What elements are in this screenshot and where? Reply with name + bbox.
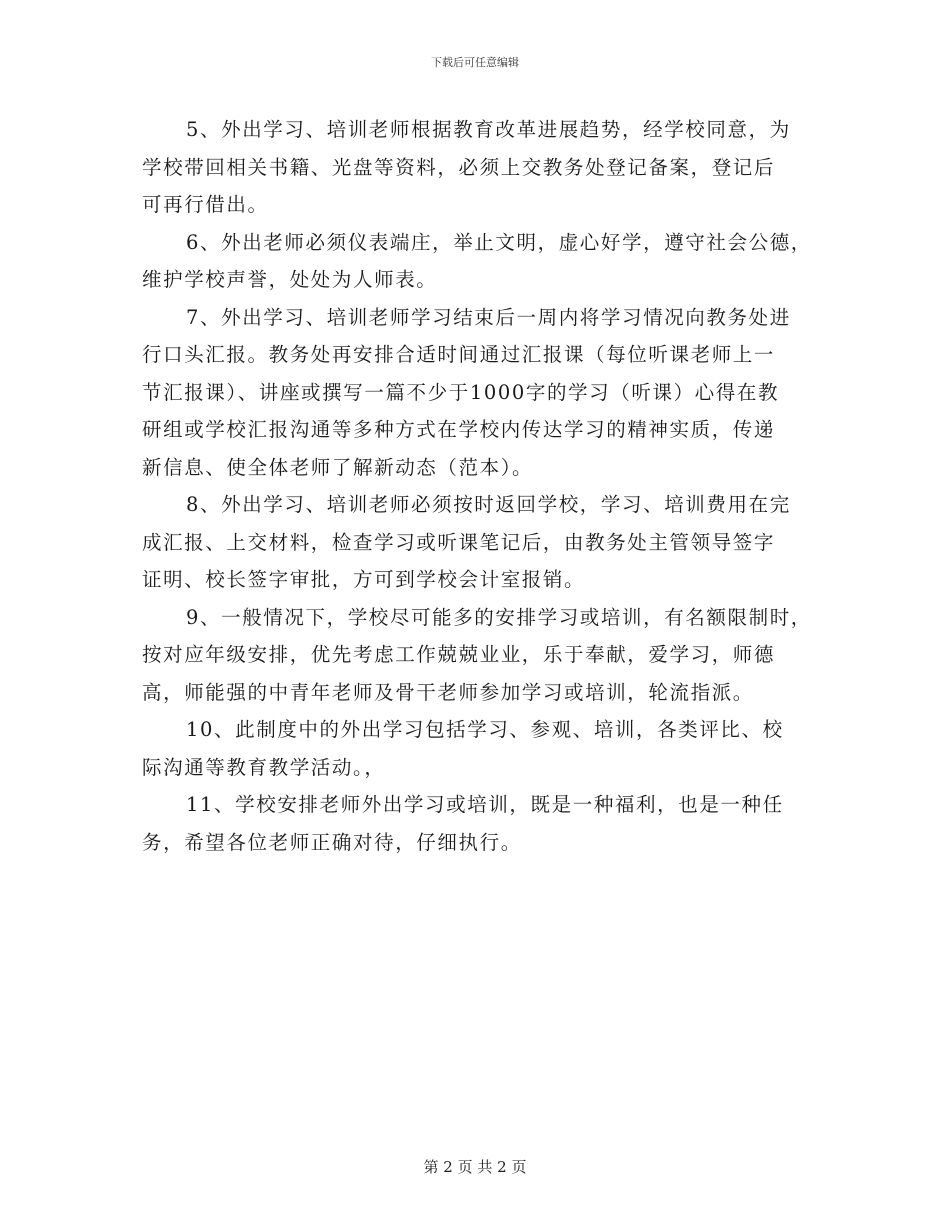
paragraph-line: 按对应年级安排，优先考虑工作兢兢业业，乐于奉献，爱学习，师德 xyxy=(142,643,776,666)
paragraph-line: 务，希望各位老师正确对待，仔细执行。 xyxy=(142,830,522,854)
paragraph-line: 8、外出学习、培训老师必须按时返回学校，学习、培训费用在完 xyxy=(186,493,791,516)
paragraph-line: 5、外出学习、培训老师根据教育改革进展趋势，经学校同意，为 xyxy=(186,118,791,141)
paragraph-line: 7、外出学习、培训老师学习结束后一周内将学习情况向教务处进 xyxy=(186,305,791,329)
paragraph-9 xyxy=(142,599,810,712)
paragraph-line: 研组或学校汇报沟通等多种方式在学校内传达学习的精神实质，传递 xyxy=(142,418,776,441)
paragraph-7 xyxy=(142,299,810,487)
paragraph-11 xyxy=(142,786,810,861)
paragraph-line: 6、外出老师必须仪表端庄，举止文明，虚心好学，遵守社会公德， xyxy=(186,230,812,254)
paragraph-line: 高，师能强的中青年老师及骨干老师参加学习或培训，轮流指派。 xyxy=(142,680,754,704)
paragraph-line: 证明、校长签字审批，方可到学校会计室报销。 xyxy=(142,568,586,591)
paragraph-line: 学校带回相关书籍、光盘等资料，必须上交教务处登记备案，登记后 xyxy=(142,155,776,179)
paragraph-5 xyxy=(142,111,810,224)
paragraph-line: 际沟通等教育教学活动。， xyxy=(142,755,386,779)
paragraph-line: 行口头汇报。教务处再安排合适时间通过汇报课（每位听课老师上一 xyxy=(142,343,776,366)
paragraph-line: 维护学校声誉，处处为人师表。 xyxy=(142,268,438,291)
paragraph-line: 9、一般情况下，学校尽可能多的安排学习或培训，有名额限制时， xyxy=(186,605,812,629)
paragraph-8 xyxy=(142,486,810,599)
paragraph-6 xyxy=(142,224,810,299)
paragraph-line: 11、学校安排老师外出学习或培训，既是一种福利，也是一种任 xyxy=(186,793,784,816)
paragraph-10 xyxy=(142,711,810,786)
paragraph-line: 10、此制度中的外出学习包括学习、参观、培训，各类评比、校 xyxy=(186,718,784,741)
paragraph-line: 可再行借出。 xyxy=(142,193,269,216)
document-body xyxy=(142,111,810,861)
paragraph-line: 节汇报课）、讲座或撰写一篇不少于1000字的学习（听课）心得在教 xyxy=(142,380,780,404)
paragraph-line: 成汇报、上交材料，检查学习或听课笔记后，由教务处主管领导签字 xyxy=(142,530,776,554)
page-number: 第 2 页 共 2 页 xyxy=(423,1158,527,1176)
paragraph-line: 新信息、使全体老师了解新动态（范本）。 xyxy=(142,455,534,479)
page-header: 下载后可任意编辑 xyxy=(431,56,519,69)
